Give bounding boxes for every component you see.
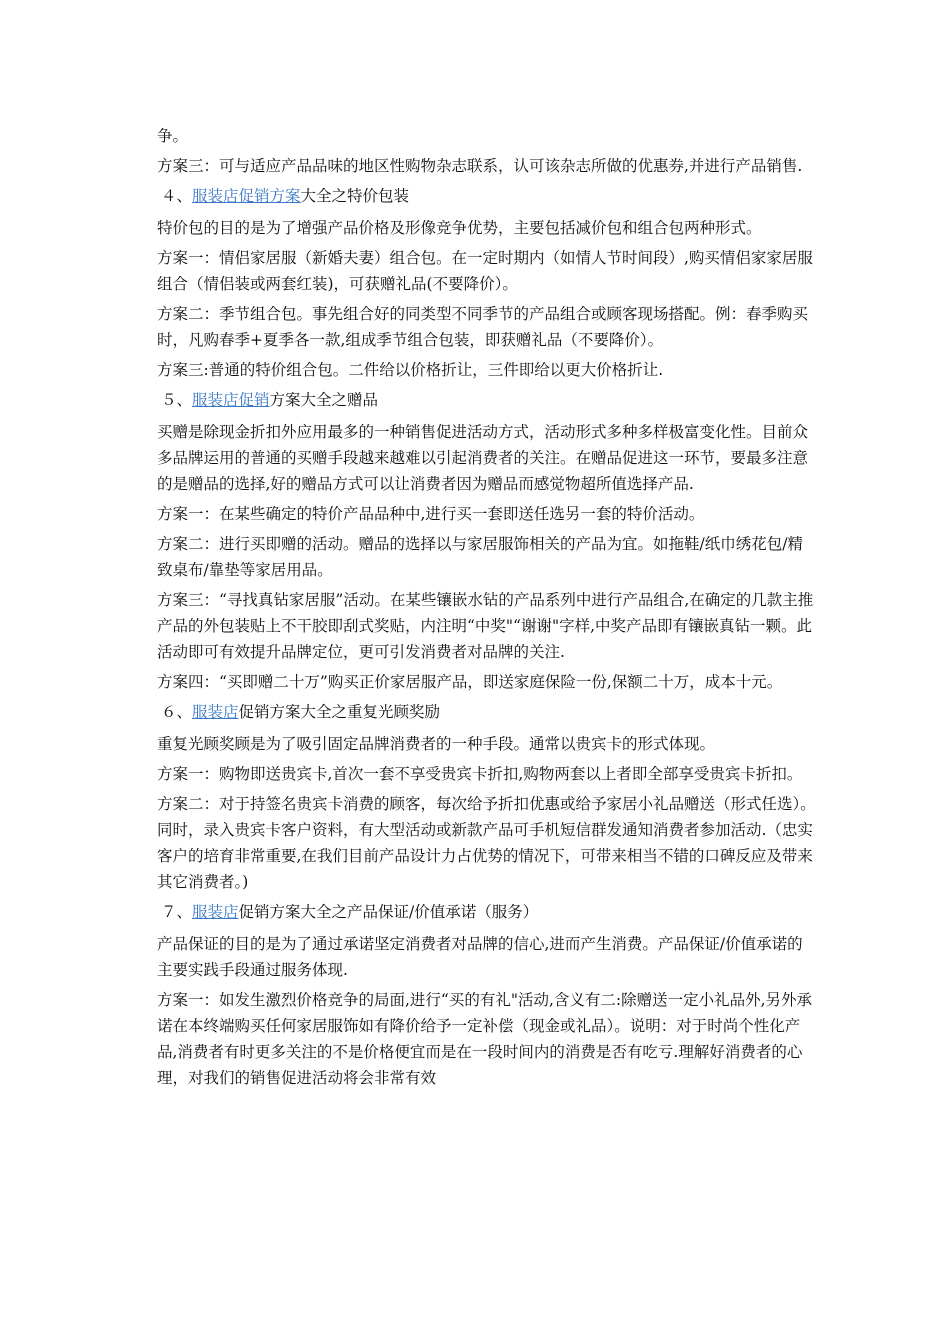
paragraph: 买赠是除现金折扣外应用最多的一种销售促进活动方式，活动形式多种多样极富变化性。目前众多品牌运用的普通的买赠手段越来越难以引起消费者的关注。在赠品促进这一环节，要最多注意的是赠品的选择,好的赠品方式可以让消费者因为赠品而感觉物超所值选择产品. xyxy=(157,423,809,493)
paragraph: 争。 xyxy=(157,127,189,145)
document-body xyxy=(157,123,817,1095)
section-heading-7 xyxy=(157,899,817,925)
paragraph: 方案三:普通的特价组合包。二件给以价格折让，三件即给以更大价格折让. xyxy=(157,361,664,379)
clothing-store-link[interactable]: 服装店 xyxy=(192,703,239,721)
paragraph: 方案一：如发生激烈价格竞争的局面,进行“买的有礼"活动,含义有二:除赠送一定小礼品外,另外承诺在本终端购买任何家居服饰如有降价给予一定补偿（现金或礼品）。说明：对于时尚个性化产品,消费者有时更多关注的不是价格便宜而是在一段时间内的消费是否有吃亏.理解好消费者的心理，对我们的销售促进活动将会非常有效 xyxy=(157,991,813,1087)
paragraph: 方案二：季节组合包。事先组合好的同类型不同季节的产品组合或顾客现场搭配。例：春季购买时，凡购春季+夏季各一款,组成季节组合包装，即获赠礼品（不要降价）。 xyxy=(157,305,809,349)
paragraph: 方案三：“寻找真钻家居服”活动。在某些镶嵌水钻的产品系列中进行产品组合,在确定的几款主推产品的外包装贴上不干胶即刮式奖贴，内注明“中奖"“谢谢"字样,中奖产品即有镶嵌真钻一颗。此活动即可有效提升品牌定位，更可引发消费者对品牌的关注. xyxy=(157,591,814,661)
section-heading-5 xyxy=(157,387,817,413)
paragraph: 重复光顾奖顾是为了吸引固定品牌消费者的一种手段。通常以贵宾卡的形式体现。 xyxy=(157,735,716,753)
clothing-store-link[interactable]: 服装店 xyxy=(192,903,239,921)
section-number: ７、 xyxy=(161,903,193,921)
paragraph: 方案三：可与适应产品品味的地区性购物杂志联系，认可该杂志所做的优惠券,并进行产品销售. xyxy=(157,157,803,175)
section-number: ４、 xyxy=(161,187,193,205)
store-promotion-link[interactable]: 服装店促销 xyxy=(192,391,270,409)
section-title: 方案大全之赠品 xyxy=(269,391,379,409)
paragraph: 方案一：购物即送贵宾卡,首次一套不享受贵宾卡折扣,购物两套以上者即全部享受贵宾卡折扣。 xyxy=(157,765,803,783)
paragraph: 特价包的目的是为了增强产品价格及形像竞争优势，主要包括减价包和组合包两种形式。 xyxy=(157,219,762,237)
promotion-plan-link[interactable]: 服装店促销方案 xyxy=(192,187,301,205)
paragraph: 方案一：在某些确定的特价产品品种中,进行买一套即送任选另一套的特价活动。 xyxy=(157,505,705,523)
section-heading-4 xyxy=(157,183,817,209)
paragraph: 方案一：情侣家居服（新婚夫妻）组合包。在一定时期内（如情人节时间段）,购买情侣家家居服组合（情侣装或两套红装)，可获赠礼品(不要降价）。 xyxy=(157,249,813,293)
section-number: ６、 xyxy=(161,703,193,721)
section-number: ５、 xyxy=(161,391,193,409)
section-title: 大全之特价包装 xyxy=(300,187,410,205)
paragraph: 方案二：进行买即赠的活动。赠品的选择以与家居服饰相关的产品为宜。如拖鞋/纸巾绣花包/精致桌布/靠垫等家居用品。 xyxy=(157,535,803,579)
paragraph: 产品保证的目的是为了通过承诺坚定消费者对品牌的信心,进而产生消费。产品保证/价值承诺的主要实践手段通过服务体现. xyxy=(157,935,803,979)
section-title: 促销方案大全之产品保证/价值承诺（服务） xyxy=(238,903,539,921)
section-title: 促销方案大全之重复光顾奖励 xyxy=(238,703,441,721)
paragraph: 方案二：对于持签名贵宾卡消费的顾客，每次给予折扣优惠或给予家居小礼品赠送（形式任选）。同时，录入贵宾卡客户资料，有大型活动或新款产品可手机短信群发通知消费者参加活动.（忠实客户的培育非常重要,在我们目前产品设计力占优势的情况下，可带来相当不错的口碑反应及带来其它消费者。) xyxy=(157,795,816,891)
section-heading-6 xyxy=(157,699,817,725)
paragraph: 方案四：“买即赠二十万”购买正价家居服产品，即送家庭保险一份,保额二十万，成本十元。 xyxy=(157,673,783,691)
